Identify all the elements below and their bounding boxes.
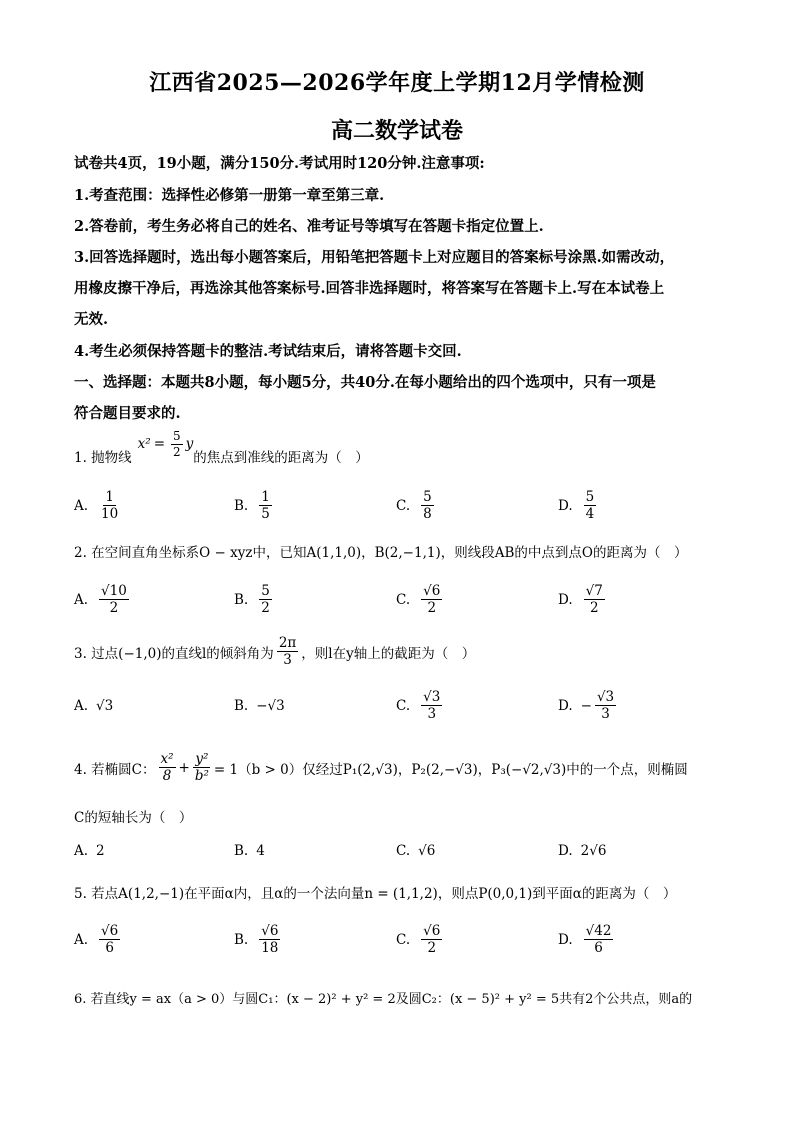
q1-formula-lhs: x² xyxy=(137,436,151,453)
q2-option-a[interactable]: A. $\frac{√10}{2}$ xyxy=(74,583,127,617)
q1-option-d[interactable]: D. $\frac{5}{4}$ xyxy=(558,489,595,523)
instruction-item-3-line2: 用橡皮擦干净后，再选涂其他答案标号.回答非选择题时，将答案写在答题卡上.写在本试卷上 xyxy=(74,280,665,297)
q5-option-d[interactable]: D. $\frac{√42}{6}$ xyxy=(558,923,612,957)
section-heading-line1: 一、选择题：本题共8小题，每小题5分，共40分.在每小题给出的四个选项中，只有一项是 xyxy=(74,374,656,391)
q3-option-b[interactable]: B. −√3 xyxy=(234,698,285,714)
question-5: 5. 若点A(1,2,−1)在平面α内，且α的一个法向量n = (1,1,2)，则点P(0,0,1)到平面α的距离为（ ） xyxy=(74,886,677,902)
q2-option-c[interactable]: C. $\frac{√6}{2}$ xyxy=(396,583,441,617)
instruction-item-2: 2.答卷前，考生务必将自己的姓名、准考证号等填写在答题卡指定位置上. xyxy=(74,218,544,235)
q3-option-c[interactable]: C. $\frac{√3}{3}$ xyxy=(396,689,441,723)
instruction-item-4: 4.考生必须保持答题卡的整洁.考试结束后，请将答题卡交回. xyxy=(74,343,462,360)
exam-title: 江西省2025—2026学年度上学期12月学情检测 xyxy=(149,70,645,96)
question-3: 3. 过点(−1,0)的直线l的倾斜角为 $\frac{2\pi}{3}$ ，则l在y轴上的截距为（ ） xyxy=(74,635,476,669)
question-4: 4. 若椭圆C： $\frac{\text{x²}}{8}$ + $\frac{\text{y²}}{\text{b²}}$ = 1（b > 0）仅经过P₁(2,√3)，P₂(2,−√3)，P₃(−√2,√3)中的一个点，则椭圆 xyxy=(74,751,688,785)
q4-option-a[interactable]: A. 2 xyxy=(74,843,105,859)
q1-formula: x² = $\frac{5}{2}$ y xyxy=(137,429,194,459)
q1-option-c[interactable]: C. $\frac{5}{8}$ xyxy=(396,489,432,523)
question-4-line2: C的短轴长为（ ） xyxy=(74,810,193,826)
instruction-item-3-line1: 3.回答选择题时，选出每小题答案后，用铅笔把答题卡上对应题目的答案标号涂黑.如需改动， xyxy=(74,249,675,266)
instructions-intro: 试卷共4页，19小题，满分150分.考试用时120分钟.注意事项: xyxy=(74,155,485,172)
q3-option-d[interactable]: D. − $\frac{√3}{3}$ xyxy=(558,689,615,723)
q4-option-b[interactable]: B. 4 xyxy=(234,843,265,859)
question-6: 6. 若直线y = ax（a > 0）与圆C₁：(x − 2)² + y² = 2及圆C₂：(x − 5)² + y² = 5共有2个公共点，则a的 xyxy=(74,992,693,1007)
q1-suffix: 的焦点到准线的距离为（ ） xyxy=(193,450,369,467)
section-heading-line2: 符合题目要求的. xyxy=(74,405,181,422)
q1-option-b[interactable]: B. $\frac{1}{5}$ xyxy=(234,489,270,523)
question-2: 2. 在空间直角坐标系O − xyz中，已知A(1,1,0)，B(2,−1,1)，则线段AB的中点到点O的距离为（ ） xyxy=(74,545,688,561)
q3-option-a[interactable]: A. √3 xyxy=(74,698,114,714)
q5-option-b[interactable]: B. $\frac{√6}{18}$ xyxy=(234,923,279,957)
q2-option-d[interactable]: D. $\frac{√7}{2}$ xyxy=(558,583,603,617)
q5-option-a[interactable]: A. $\frac{√6}{6}$ xyxy=(74,923,119,957)
q3-angle: $\frac{2\pi}{3}$ xyxy=(278,635,297,669)
q4-frac-y: $\frac{\text{y²}}{\text{b²}}$ xyxy=(194,751,209,785)
question-1 xyxy=(74,429,369,470)
q5-option-c[interactable]: C. $\frac{√6}{2}$ xyxy=(396,923,441,957)
q2-option-b[interactable]: B. $\frac{5}{2}$ xyxy=(234,583,270,617)
instruction-item-1: 1.考查范围：选择性必修第一册第一章至第三章. xyxy=(74,187,385,204)
instruction-item-3-line3: 无效. xyxy=(74,311,109,328)
q4-option-c[interactable]: C. √6 xyxy=(396,843,436,859)
q1-option-a[interactable]: A. $\frac{1}{10}$ xyxy=(74,489,119,523)
q1-formula-frac: $\frac{5}{2}$ xyxy=(173,429,181,459)
exam-subtitle: 高二数学试卷 xyxy=(330,118,463,144)
q4-frac-x: $\frac{\text{x²}}{8}$ xyxy=(160,751,174,785)
q1-prefix: 1. 抛物线 xyxy=(74,450,132,467)
q4-option-d[interactable]: D. 2√6 xyxy=(558,843,607,859)
